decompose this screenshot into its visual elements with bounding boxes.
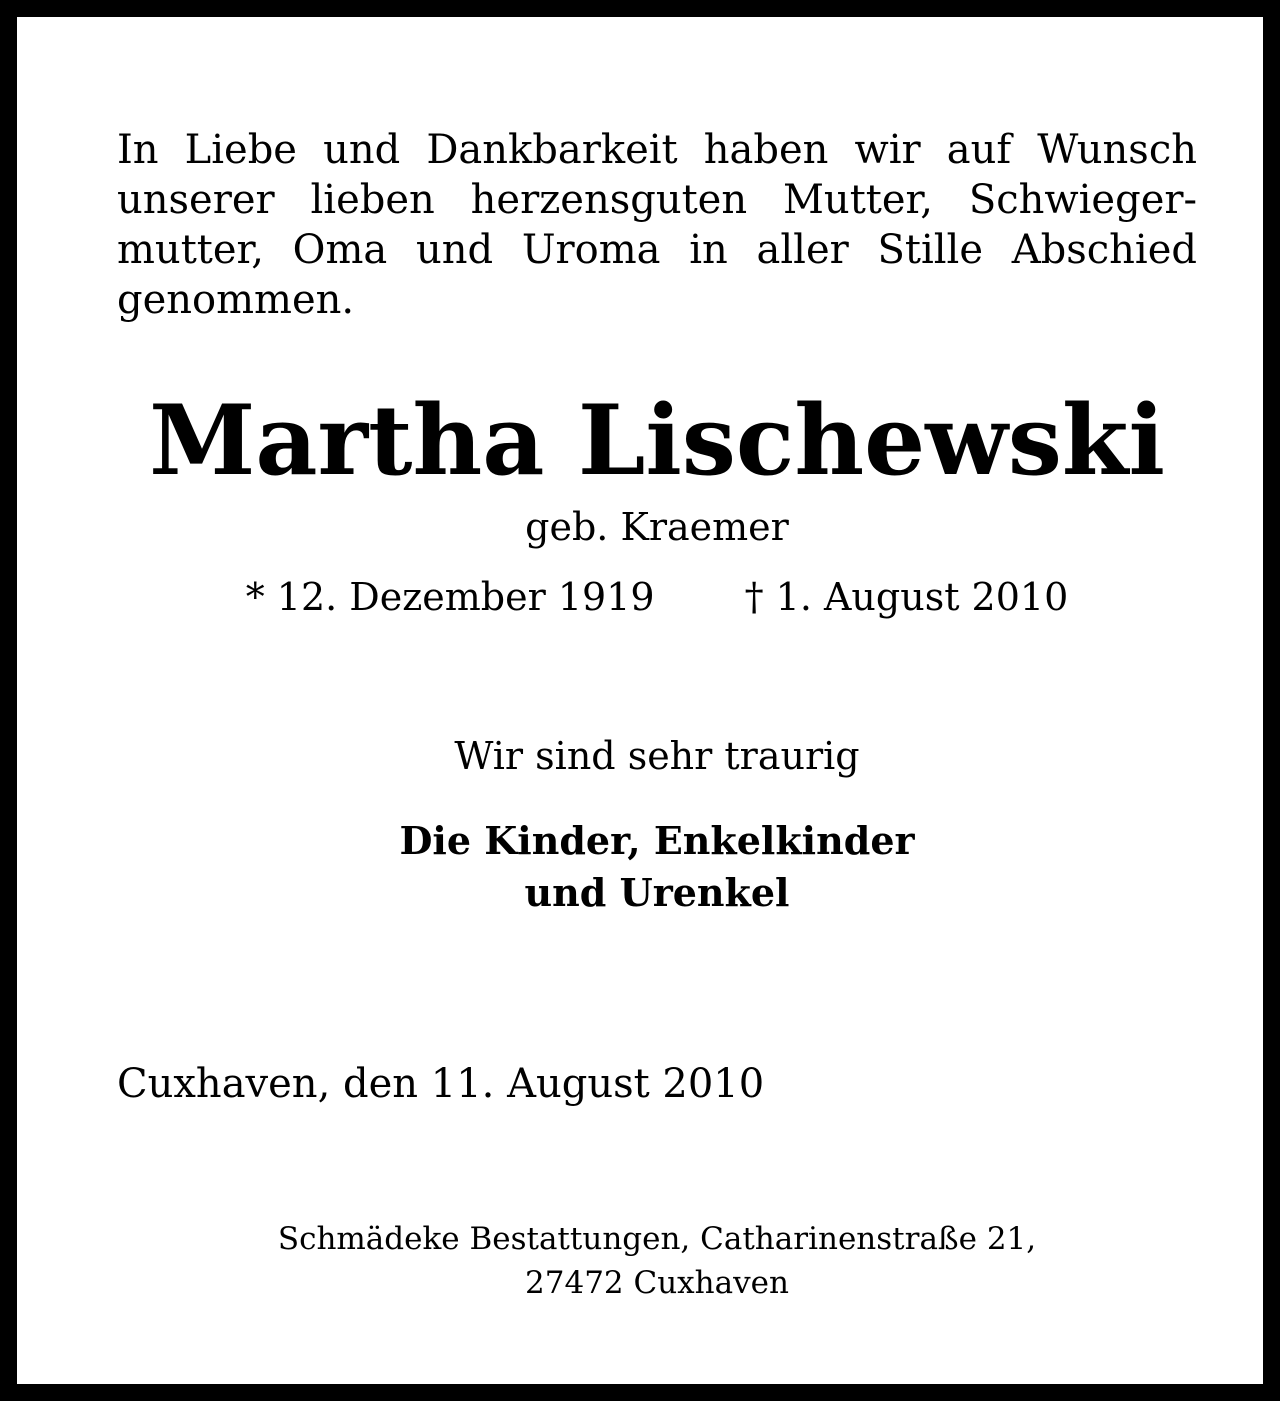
intro-line: In Liebe und Dankbarkeit haben wir auf Wunsch [117,127,1197,173]
family-line: und Urenkel [524,870,790,915]
life-dates [17,573,1280,621]
family-line: Die Kinder, Enkelkinder [399,818,915,863]
intro-line: genommen. [117,277,355,323]
birth-date: * 12. Dezember 1919 [245,575,655,619]
intro-line: unserer lieben herzensguten Mutter, Schwieger- [117,177,1197,223]
undertaker-line: Schmädeke Bestattungen, Catharinenstraße 21, [277,1221,1037,1257]
intro-paragraph [117,125,1197,325]
maiden-name: geb. Kraemer [525,505,789,549]
undertaker-line: 27472 Cuxhaven [525,1265,789,1301]
mourning-text: Wir sind sehr traurig [454,734,860,778]
deceased-name: Martha Lischewski [149,384,1165,497]
family-signature [17,815,1280,919]
place-and-date: Cuxhaven, den 11. August 2010 [117,1061,765,1107]
intro-line: mutter, Oma und Uroma in aller Stille Abschied [117,227,1197,273]
death-date: † 1. August 2010 [744,575,1069,619]
undertaker-address [17,1217,1280,1305]
